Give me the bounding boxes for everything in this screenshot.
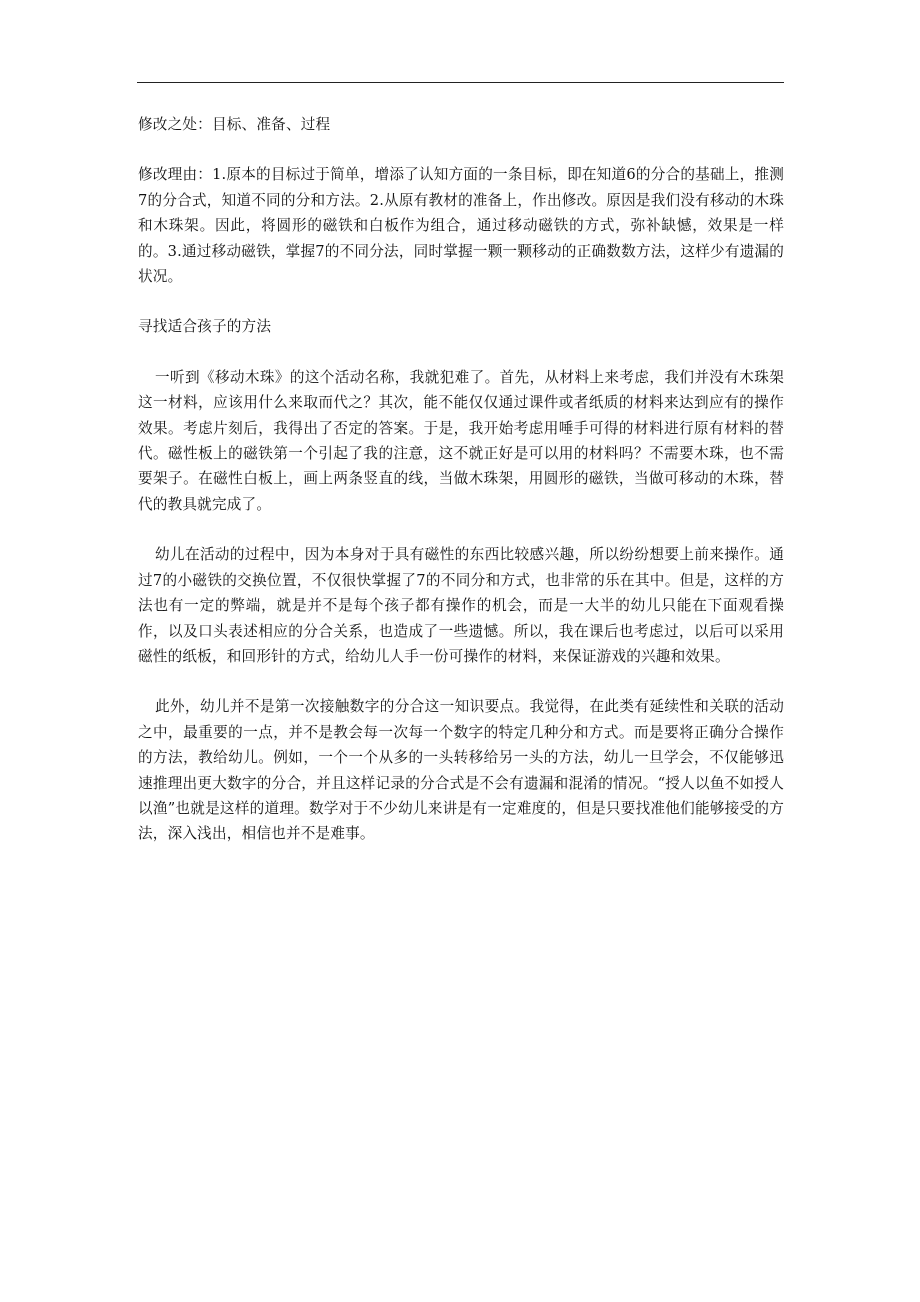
body-paragraph-3: 此外，幼儿并不是第一次接触数字的分合这一知识要点。我觉得，在此类有延续性和关联的活动之中，最重要的一点，并不是教会每一次每一个数字的特定几种分和方式。而是要将正确分合操作的方法，教给幼儿。例如，一个一个从多的一头转移给另一头的方法，幼儿一旦学会，不仅能够迅速推理出更大数字的分合，并且这样记录的分合式是不会有遗漏和混淆的情况。“授人以鱼不如授人以渔”也就是这样的道理。数学对于不少幼儿来讲是有一定难度的，但是只要找准他们能够接受的方法，深入浅出，相信也并不是难事。 (138, 698, 784, 843)
body-paragraph-1: 一听到《移动木珠》的这个活动名称，我就犯难了。首先，从材料上来考虑，我们并没有木珠架这一材料，应该用什么来取而代之？其次，能不能仅仅通过课件或者纸质的材料来达到应有的操作效果。考虑片刻后，我得出了否定的答案。于是，我开始考虑用唾手可得的材料进行原有材料的替代。磁性板上的磁铁第一个引起了我的注意，这不就正好是可以用的材料吗？不需要木珠，也不需要架子。在磁性白板上，画上两条竖直的线，当做木珠架，用圆形的磁铁，当做可移动的木珠，替代的教具就完成了。 (138, 368, 784, 513)
changes-heading: 修改之处：目标、准备、过程 (138, 116, 331, 133)
method-heading: 寻找适合孩子的方法 (138, 318, 272, 336)
document-body (138, 112, 784, 872)
body-paragraph-2: 幼儿在活动的过程中，因为本身对于具有磁性的东西比较感兴趣，所以纷纷想要上前来操作。通过7的小磁铁的交换位置，不仅很快掌握了7的不同分和方式，也非常的乐在其中。但是，这样的方法也有一定的弊端，就是并不是每个孩子都有操作的机会，而是一大半的幼儿只能在下面观看操作，以及口头表述相应的分合关系，也造成了一些遗憾。所以，我在课后也考虑过，以后可以采用磁性的纸板，和回形针的方式，给幼儿人手一份可操作的材料，来保证游戏的兴趣和效果。 (138, 546, 784, 665)
reason-paragraph: 修改理由：1.原本的目标过于简单，增添了认知方面的一条目标，即在知道6的分合的基础上，推测7的分合式，知道不同的分和方法。2.从原有教材的准备上，作出修改。原因是我们没有移动的木珠和木珠架。因此，将圆形的磁铁和白板作为组合，通过移动磁铁的方式，弥补缺憾，效果是一样的。3.通过移动磁铁，掌握7的不同分法，同时掌握一颗一颗移动的正确数数方法，这样少有遗漏的状况。 (138, 166, 784, 286)
header-rule (137, 82, 784, 83)
